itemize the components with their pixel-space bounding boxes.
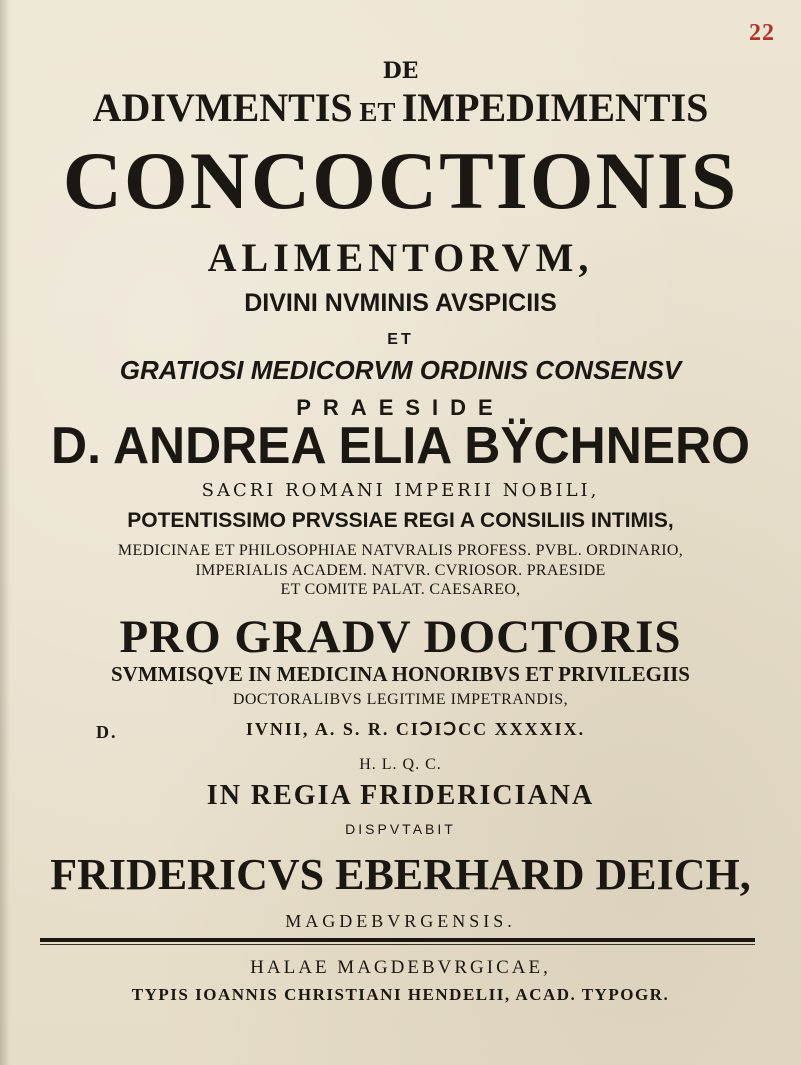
degree-line-2: DOCTORALIBVS LEGITIME IMPETRANDIS, [232, 691, 569, 708]
praeses-title-5: ET COMITE PALAT. CAESAREO, [280, 581, 521, 598]
auspices-et: ET [387, 331, 414, 348]
thin-rule-divider [40, 944, 755, 945]
praeses-title-1: SACRI ROMANI IMPERII NOBILI, [201, 480, 600, 501]
title-impedimentis: IMPEDIMENTIS [401, 85, 709, 130]
thick-rule-divider [40, 938, 755, 942]
respondent-origin: MAGDEBVRGENSIS. [285, 911, 516, 931]
praeses-name: D. ANDREA ELIA BŸCHNERO [51, 417, 750, 475]
date-d-mark: D. [96, 722, 118, 742]
auspices-divini: DIVINI NVMINIS AVSPICIIS [244, 289, 557, 317]
praeses-title-3: MEDICINAE ET PHILOSOPHIAE NATVRALIS PROFESS. PVBL. ORDINARIO, [117, 542, 684, 559]
title-et-small: ET [359, 97, 395, 127]
title-concoctionis: CONCOCTIONIS [62, 135, 739, 226]
degree-line-1: SVMMISQVE IN MEDICINA HONORIBVS ET PRIVILEGIIS [111, 662, 690, 686]
date-text: IVNII, A. S. R. CIↃIↃCC XXXXIX. [245, 719, 586, 739]
respondent-name: FRIDERICVS EBERHARD DEICH, [50, 850, 751, 899]
auspices-gratiosi: GRATIOSI MEDICORVM ORDINIS CONSENSV [119, 355, 682, 385]
praeside-heading: PRAESIDE [296, 395, 505, 420]
imprint-city: HALAE MAGDEBVRGICAE, [250, 957, 551, 978]
imprint-printer: TYPIS IOANNIS CHRISTIANI HENDELII, ACAD. TYPOGR. [131, 985, 670, 1004]
title-adivmentis: ADIVMENTIS [92, 85, 353, 130]
praeses-title-2: POTENTISSIMO PRVSSIAE REGI A CONSILIIS INTIMIS, [127, 509, 674, 532]
disputation-date [0, 719, 801, 742]
place-regia: IN REGIA FRIDERICIANA [206, 780, 595, 811]
praeses-title-4: IMPERIALIS ACADEM. NATVR. CVRIOSOR. PRAESIDE [195, 562, 606, 579]
date-hlqc: H. L. Q. C. [359, 756, 442, 773]
page-number: 22 [749, 20, 775, 46]
title-adivmentis-line [0, 85, 801, 130]
title-de: DE [382, 58, 419, 84]
degree-heading: PRO GRADV DOCTORIS [119, 611, 682, 663]
place-disputabit: DISPVTABIT [345, 821, 456, 837]
title-alimentorum: ALIMENTORVM, [207, 235, 594, 280]
